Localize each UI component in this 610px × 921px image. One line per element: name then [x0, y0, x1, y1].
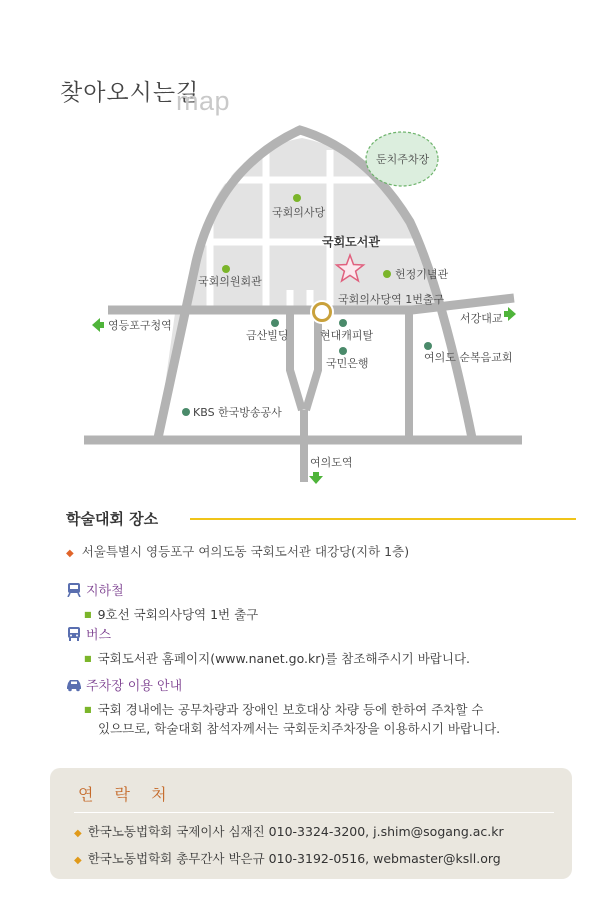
square-bullet-icon: ■ — [84, 654, 92, 663]
subway-label: 지하철 — [86, 584, 124, 599]
marker-icon — [339, 347, 347, 355]
venue-address: 서울특별시 영등포구 여의도동 국회도서관 대강당(지하 1층) — [81, 544, 410, 559]
geumsan-label: 금산빌딩 — [246, 329, 289, 342]
car-icon — [66, 678, 82, 692]
contact-box — [50, 768, 572, 879]
title-english: map — [176, 86, 231, 116]
bus-section — [66, 627, 576, 668]
parking-label: 둔치주차장 — [376, 153, 430, 166]
bus-detail: 국회도서관 홈페이지(www.nanet.go.kr)를 참조해주시기 바랍니다. — [97, 651, 470, 666]
parking-detail-2: 있으므로, 학술대회 참석자께서는 국회둔치주차장을 이용하시기 바랍니다. — [98, 721, 501, 736]
contact-row — [74, 822, 504, 840]
kookmin-label: 국민은행 — [326, 357, 369, 370]
assembly-hall-label: 국회의사당 — [272, 206, 326, 219]
members-hall-label: 국회의원회관 — [198, 275, 262, 288]
parking-label: 주차장 이용 안내 — [86, 679, 183, 694]
bullet-icon: ◆ — [66, 548, 74, 559]
subway-station-inner — [315, 305, 329, 319]
west-arrow-icon — [92, 318, 104, 332]
yeouido-station-label: 여의도역 — [310, 456, 353, 469]
venue-heading: 학술대회 장소 — [66, 510, 159, 528]
kbs-label: KBS 한국방송공사 — [193, 406, 282, 419]
parking-section — [66, 678, 576, 738]
square-bullet-icon: ■ — [84, 610, 92, 619]
bus-icon — [66, 627, 82, 641]
south-arrow-icon — [309, 472, 323, 484]
marker-icon — [182, 408, 190, 416]
title-korean: 찾아오시는길 — [60, 80, 200, 106]
contact-entry: 한국노동법학회 국제이사 심재진 010-3324-3200, j.shim@sogang.ac.kr — [87, 824, 504, 839]
venue-address-row — [66, 542, 409, 560]
parking-detail-1: 국회 경내에는 공무차량과 장애인 보호대상 차량 등에 한하여 주차할 수 — [97, 702, 484, 717]
full-gospel-label: 여의도 순복음교회 — [424, 351, 513, 364]
bus-label: 버스 — [86, 628, 112, 643]
constitution-hall-label: 헌정기념관 — [395, 268, 449, 281]
contact-title: 연 락 처 — [78, 785, 175, 804]
station-exit-label: 국회의사당역 1번출구 — [338, 293, 445, 306]
marker-icon — [222, 265, 230, 273]
seogang-bridge-label: 서강대교 — [460, 312, 503, 325]
subway-icon — [66, 583, 82, 597]
marker-icon — [271, 319, 279, 327]
yeongdeungpo-label: 영등포구청역 — [108, 319, 172, 332]
east-arrow-icon — [504, 307, 516, 321]
venue-section-header — [66, 506, 576, 528]
marker-icon — [383, 270, 391, 278]
heading-underline — [190, 518, 576, 520]
bullet-icon: ◆ — [74, 828, 82, 839]
library-label: 국회도서관 — [322, 235, 380, 249]
bullet-icon: ◆ — [74, 855, 82, 866]
marker-icon — [293, 194, 301, 202]
subway-detail: 9호선 국회의사당역 1번 출구 — [97, 607, 259, 622]
square-bullet-icon: ■ — [84, 705, 92, 714]
contact-divider — [74, 812, 554, 813]
contact-row — [74, 849, 501, 867]
contact-entry: 한국노동법학회 총무간사 박은규 010-3192-0516, webmaster@ksll.org — [87, 851, 501, 866]
subway-section — [66, 583, 576, 624]
marker-icon — [339, 319, 347, 327]
hyundai-label: 현대캐피탈 — [320, 329, 374, 342]
marker-icon — [424, 342, 432, 350]
